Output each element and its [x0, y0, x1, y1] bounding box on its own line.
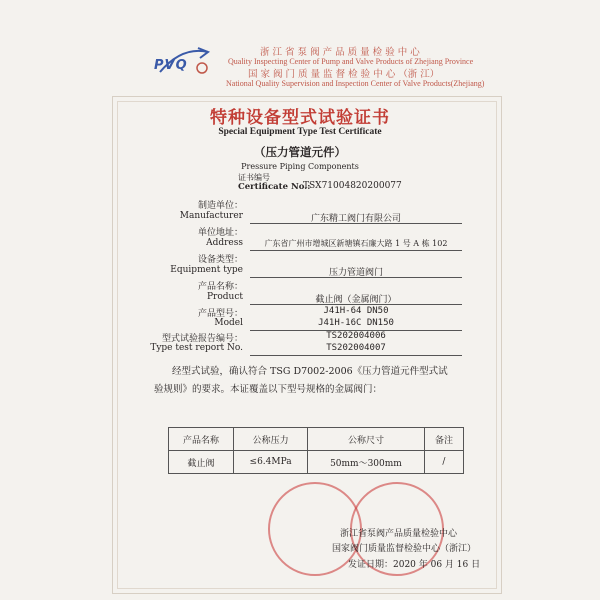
issuer-org-1: 浙江省泵阀产品质量检验中心 [340, 529, 458, 539]
manufacturer-value: 广东精工阀门有限公司 [310, 214, 401, 224]
header-line1-en: Quality Inspecting Center of Pump and Valve Products of Zhejiang Province [228, 57, 474, 66]
equipment-underline [250, 277, 462, 278]
logo-text: PVQ [154, 58, 188, 73]
issuer-org-2: 国家阀门质量监督检验中心（浙江） [332, 544, 477, 554]
cert-no-label-en: Certificate No.: [238, 182, 311, 192]
product-label-cn: 产品名称： [197, 282, 243, 292]
product-label-en: Product [207, 292, 243, 302]
address-underline [250, 250, 462, 251]
spec-header-cell: 公称压力 [234, 428, 308, 451]
model-value-2: J41H-16C DN150 [318, 318, 394, 328]
equipment-label-en: Equipment type [170, 265, 243, 275]
header-line1-cn: 浙 江 省 泵 阀 产 品 质 量 检 验 中 心 [260, 47, 420, 58]
spec-cell: / [424, 451, 463, 474]
model-value-1: J41H-64 DN50 [323, 306, 389, 316]
header-line2-cn: 国 家 阀 门 质 量 监 督 检 验 中 心 （浙 江） [248, 69, 440, 80]
certificate-title-en: Special Equipment Type Test Certificate [218, 127, 382, 137]
report-value-2: TS202004007 [326, 343, 386, 353]
product-underline [250, 304, 462, 305]
equipment-label-cn: 设备类型： [197, 255, 243, 265]
header-line2-en: National Quality Supervision and Inspection Center of Valve Products(Zhejiang) [226, 79, 485, 88]
report-underline [250, 355, 462, 356]
address-label-cn: 单位地址： [197, 228, 243, 238]
table-row [169, 451, 464, 474]
model-label-cn: 产品型号： [197, 309, 243, 319]
statement-line-2: 验规则》的要求。本证覆盖以下型号规格的金属阀门： [154, 384, 383, 395]
category-cn: （压力管道元件） [254, 145, 346, 159]
spec-header-cell: 产品名称 [169, 428, 234, 451]
report-value-1: TS202004006 [326, 331, 386, 341]
report-label-en: Type test report No. [150, 343, 243, 353]
model-label-en: Model [214, 318, 243, 328]
manufacturer-underline [250, 223, 462, 224]
product-value: 截止阀（金属阀门） [315, 295, 397, 305]
cert-no-label-cn: 证书编号 [238, 173, 270, 182]
spec-cell: 50mm～300mm [308, 451, 425, 474]
spec-cell: ≤6.4MPa [234, 451, 308, 474]
equipment-value: 压力管道阀门 [328, 268, 383, 278]
manufacturer-label-cn: 制造单位： [197, 201, 243, 211]
statement-line-1: 经型式试验，确认符合 TSG D7002-2006《压力管道元件型式试 [172, 366, 448, 377]
manufacturer-label-en: Manufacturer [179, 211, 243, 221]
certificate-title-cn: 特种设备型式试验证书 [210, 108, 390, 128]
spec-header-cell: 公称尺寸 [308, 428, 425, 451]
spec-cell: 截止阀 [169, 451, 234, 474]
spec-table-header-row [169, 428, 464, 451]
report-label-cn: 型式试验报告编号： [161, 334, 243, 344]
address-label-en: Address [206, 238, 243, 248]
issue-date: 发证日期：2020 年 06 月 16 日 [348, 560, 481, 570]
spec-header-cell: 备注 [424, 428, 463, 451]
cert-no-value: TSX71004820200077 [303, 181, 402, 191]
category-en: Pressure Piping Components [241, 162, 359, 171]
spec-table [168, 427, 464, 474]
address-value: 广东省广州市增城区新塘镇石廉大路 1 号 A 栋 102 [264, 239, 448, 248]
